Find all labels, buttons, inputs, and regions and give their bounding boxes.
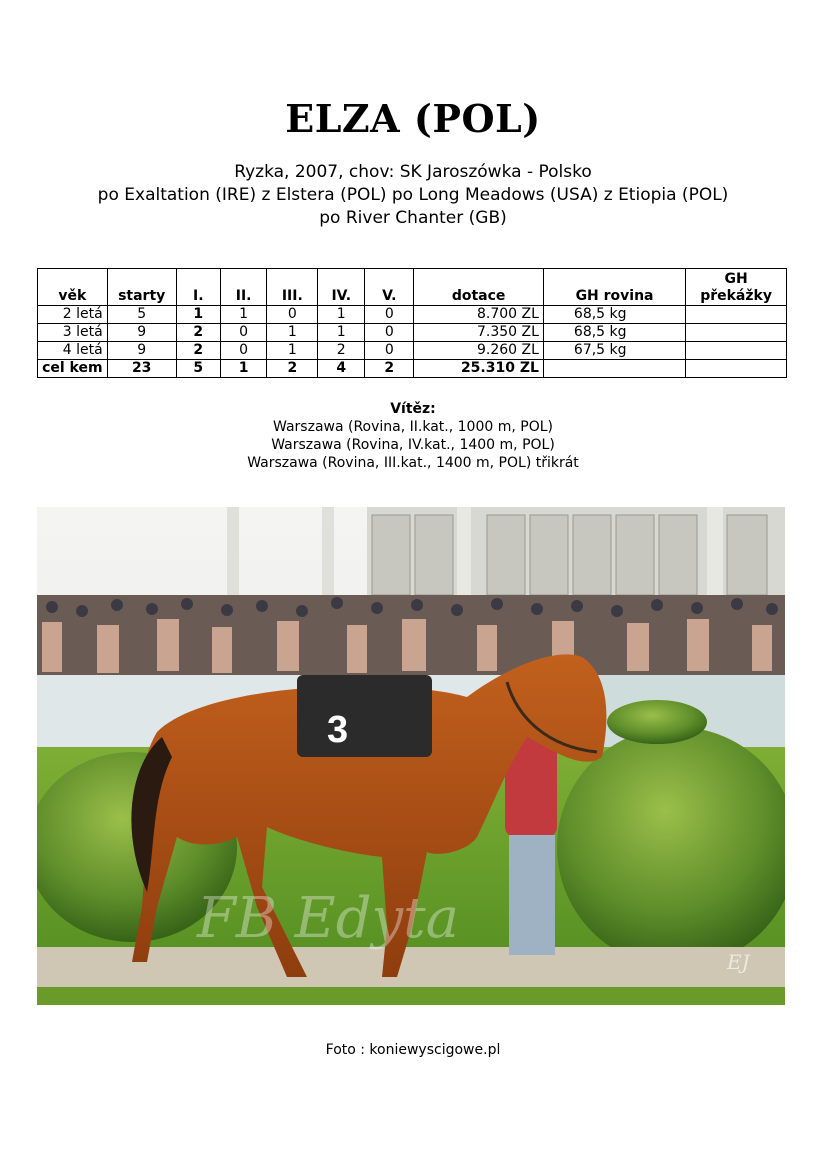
cell-gh-flat: 68,5 kg: [543, 306, 685, 324]
photo-watermark: FB Edyta: [197, 886, 460, 951]
cell-fourth: 1: [318, 306, 365, 324]
horse-name: ELZA (POL): [285, 96, 541, 141]
header-starts: starty: [107, 269, 176, 306]
cell-prize: 8.700 ZL: [414, 306, 544, 324]
cell-third: 1: [267, 324, 318, 342]
cell-starts: 23: [107, 360, 176, 378]
header-age: věk: [38, 269, 108, 306]
cell-third: 1: [267, 342, 318, 360]
header-prize: dotace: [414, 269, 544, 306]
cell-age: 4 letá: [38, 342, 108, 360]
cell-fourth: 4: [318, 360, 365, 378]
wins-section: [0, 400, 826, 472]
cell-gh-flat: 68,5 kg: [543, 324, 685, 342]
cell-gh-flat: [543, 360, 685, 378]
cell-fifth: 0: [365, 342, 414, 360]
header-fifth: V.: [365, 269, 414, 306]
cell-gh-flat: 67,5 kg: [543, 342, 685, 360]
horse-info: Ryzka, 2007, chov: SK Jaroszówka - Polsko: [234, 162, 592, 182]
table-row: [38, 306, 787, 324]
cell-starts: 5: [107, 306, 176, 324]
table-header-row: [38, 269, 787, 306]
cell-prize: 7.350 ZL: [414, 324, 544, 342]
cell-starts: 9: [107, 342, 176, 360]
header-first: I.: [176, 269, 220, 306]
cell-fourth: 2: [318, 342, 365, 360]
horse-photo: [37, 507, 785, 1005]
cell-first: 2: [176, 342, 220, 360]
cell-fifth: 0: [365, 306, 414, 324]
win-item: Warszawa (Rovina, IV.kat., 1400 m, POL): [271, 437, 555, 453]
photo-credit: Foto : koniewyscigowe.pl: [325, 1042, 501, 1058]
win-item: Warszawa (Rovina, III.kat., 1400 m, POL) třikrát: [247, 455, 579, 471]
wins-heading: Vítěz:: [390, 401, 436, 417]
win-item: Warszawa (Rovina, II.kat., 1000 m, POL): [273, 419, 553, 435]
cell-gh-jump: [686, 360, 787, 378]
cell-prize: 25.310 ZL: [414, 360, 544, 378]
cell-fifth: 0: [365, 324, 414, 342]
table-row: [38, 342, 787, 360]
pedigree-line-2: po River Chanter (GB): [319, 208, 507, 228]
cell-prize: 9.260 ZL: [414, 342, 544, 360]
photo-initials: EJ: [727, 950, 750, 974]
cell-fifth: 2: [365, 360, 414, 378]
cell-second: 1: [220, 306, 267, 324]
header-gh-flat: GH rovina: [543, 269, 685, 306]
cell-fourth: 1: [318, 324, 365, 342]
cell-first: 2: [176, 324, 220, 342]
saddle-number: 3: [327, 709, 349, 751]
table-row: [38, 324, 787, 342]
header-third: III.: [267, 269, 318, 306]
cell-first: 5: [176, 360, 220, 378]
cell-gh-jump: [686, 342, 787, 360]
cell-age: cel kem: [38, 360, 108, 378]
cell-second: 1: [220, 360, 267, 378]
cell-gh-jump: [686, 306, 787, 324]
cell-gh-jump: [686, 324, 787, 342]
header-gh-jump: GH překážky: [686, 269, 787, 306]
cell-third: 0: [267, 306, 318, 324]
cell-age: 3 letá: [38, 324, 108, 342]
race-record-table: [37, 268, 787, 378]
header-second: II.: [220, 269, 267, 306]
table-total-row: [38, 360, 787, 378]
header-fourth: IV.: [318, 269, 365, 306]
cell-third: 2: [267, 360, 318, 378]
cell-second: 0: [220, 342, 267, 360]
cell-starts: 9: [107, 324, 176, 342]
pedigree-line-1: po Exaltation (IRE) z Elstera (POL) po Long Meadows (USA) z Etiopia (POL): [97, 185, 729, 205]
cell-first: 1: [176, 306, 220, 324]
cell-age: 2 letá: [38, 306, 108, 324]
cell-second: 0: [220, 324, 267, 342]
